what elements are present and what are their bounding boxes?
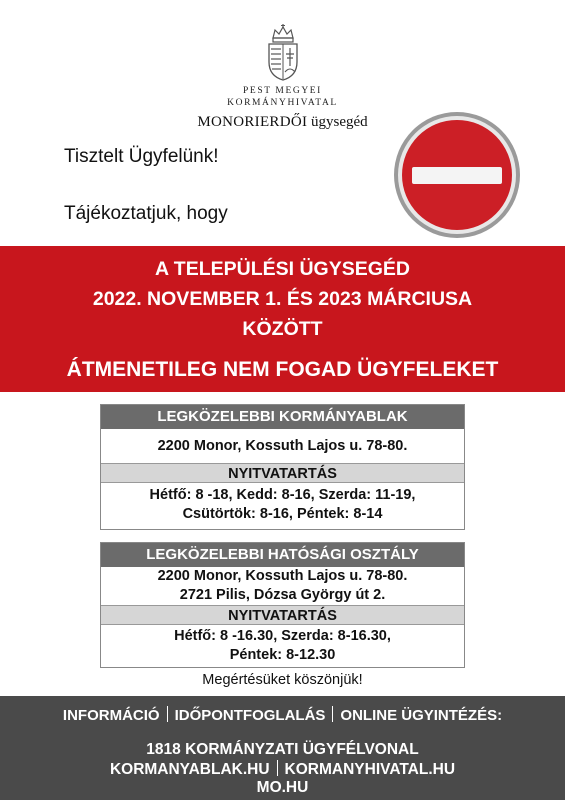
banner-line-3: KÖZÖTT: [242, 318, 323, 340]
authority-department-address-2: 2721 Pilis, Dózsa György út 2.: [179, 587, 386, 603]
footer-site-kormanyhivatal[interactable]: KORMANYHIVATAL.HU: [284, 761, 456, 778]
banner-line-1: A TELEPÜLÉSI ÜGYSEGÉD: [155, 258, 410, 280]
footer-separator: [332, 706, 333, 722]
office-name-suffix: ügysegéd: [311, 114, 368, 130]
footer-online: ONLINE ÜGYINTÉZÉS:: [340, 707, 503, 724]
footer-appointment: IDŐPONTFOGLALÁS: [174, 707, 326, 724]
inform-text: Tájékoztatjuk, hogy: [64, 203, 228, 224]
banner-line-2: 2022. NOVEMBER 1. ÉS 2023 MÁRCIUSA: [92, 288, 473, 310]
government-window-hours: [101, 483, 464, 524]
authority-department-hours-title: NYITVATARTÁS: [101, 605, 464, 625]
footer-separator: [277, 760, 278, 776]
authority-department-box: [100, 542, 465, 668]
government-window-hours-line-2: Csütörtök: 8-16, Péntek: 8-14: [182, 506, 383, 522]
authority-department-hours: [101, 625, 464, 665]
footer-site-mo[interactable]: MO.HU: [256, 779, 309, 796]
footer: [0, 696, 565, 800]
thanks-text: Megértésüket köszönjük!: [202, 672, 363, 688]
authority-department-hours-line-2: Péntek: 8-12.30: [229, 647, 336, 663]
greeting-text: Tisztelt Ügyfelünk!: [64, 146, 219, 167]
authority-department-hours-line-1: Hétfő: 8 -16.30, Szerda: 8-16.30,: [174, 628, 391, 644]
no-entry-sign-icon: [393, 111, 521, 239]
government-window-hours-line-1: Hétfő: 8 -18, Kedd: 8-16, Szerda: 11-19,: [149, 487, 416, 503]
closure-banner: [0, 246, 565, 392]
government-window-box: [100, 404, 465, 530]
government-window-title: LEGKÖZELEBBI KORMÁNYABLAK: [101, 405, 464, 429]
footer-info: INFORMÁCIÓ: [62, 707, 160, 724]
authority-department-title: LEGKÖZELEBBI HATÓSÁGI OSZTÁLY: [101, 543, 464, 567]
org-line-1: PEST MEGYEI: [243, 86, 322, 96]
office-name-main: MONORIERDŐI: [197, 114, 308, 130]
footer-services: [0, 706, 565, 724]
government-window-hours-title: NYITVATARTÁS: [101, 463, 464, 483]
banner-line-4: ÁTMENETILEG NEM FOGAD ÜGYFELEKET: [66, 358, 499, 381]
footer-separator: [167, 706, 168, 722]
coat-of-arms-icon: [265, 24, 301, 82]
footer-hotline: 1818 KORMÁNYZATI ÜGYFÉLVONAL: [146, 741, 419, 758]
government-window-address: 2200 Monor, Kossuth Lajos u. 78-80.: [157, 438, 408, 454]
footer-site-kormanyablak[interactable]: KORMANYABLAK.HU: [109, 761, 270, 778]
authority-department-address-1: 2200 Monor, Kossuth Lajos u. 78-80.: [157, 568, 408, 584]
footer-sites: [0, 760, 565, 779]
org-line-2: KORMÁNYHIVATAL: [227, 98, 338, 108]
